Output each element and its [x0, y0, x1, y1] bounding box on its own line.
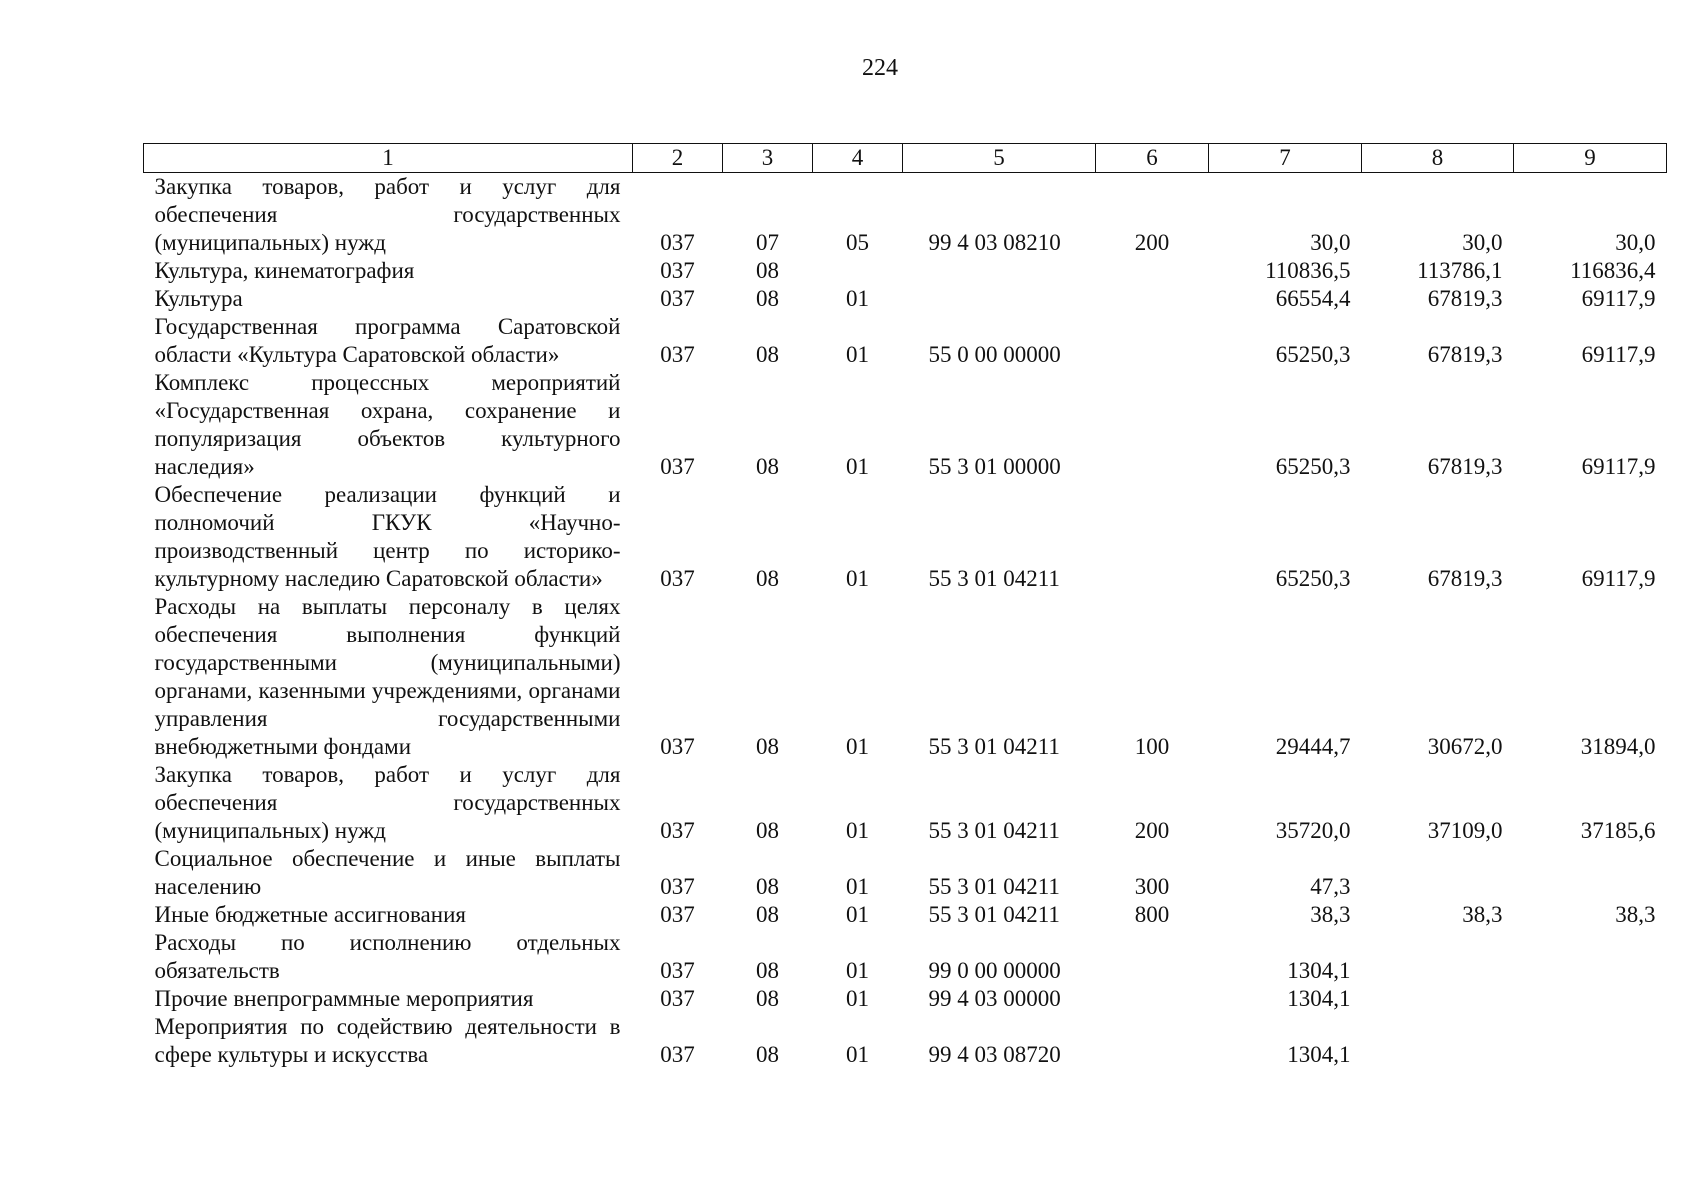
page-number: 224: [862, 55, 898, 81]
section-code: 08: [756, 902, 779, 927]
target-item-code: 55 3 01 04211: [928, 566, 1060, 591]
grbs-code: 037: [660, 230, 695, 255]
row-name: Прочие внепрограммные мероприятия: [154, 986, 534, 1011]
row-name: Мероприятия по содействию деятельности в сфере культуры и искусства: [154, 1014, 621, 1067]
section-code: 08: [756, 286, 779, 311]
amount-year-1: 65250,3: [1275, 454, 1351, 479]
subsection-code: 01: [846, 734, 869, 759]
target-item-code: 55 3 01 04211: [928, 874, 1060, 899]
row-name: Закупка товаров, работ и услуг для обеспечения государственных (муниципальных) нужд: [154, 174, 621, 255]
section-code: 08: [756, 258, 779, 283]
grbs-code: 037: [660, 734, 695, 759]
expense-type-code: [1096, 285, 1209, 313]
amount-year-3: 37185,6: [1580, 818, 1656, 843]
amount-year-3: [1514, 845, 1667, 901]
table-row: [144, 481, 1667, 593]
amount-year-2: 30672,0: [1427, 734, 1503, 759]
amount-year-1: 66554,4: [1275, 286, 1351, 311]
expense-type-code: [1096, 313, 1209, 369]
expense-type-code: [1096, 929, 1209, 985]
target-item-code: [903, 257, 1096, 285]
subsection-code: 01: [846, 454, 869, 479]
expense-type-code: 800: [1134, 902, 1170, 927]
amount-year-3: [1514, 1013, 1667, 1069]
amount-year-3: [1514, 985, 1667, 1013]
row-name: Социальное обеспечение и иные выплаты населению: [154, 846, 621, 899]
amount-year-2: [1362, 1013, 1514, 1069]
amount-year-2: [1362, 845, 1514, 901]
amount-year-1: 110836,5: [1265, 258, 1351, 283]
grbs-code: 037: [660, 874, 695, 899]
column-header: 1: [144, 144, 633, 173]
amount-year-2: 30,0: [1462, 230, 1503, 255]
target-item-code: 55 0 00 00000: [928, 342, 1061, 367]
section-code: 08: [756, 1042, 779, 1067]
section-code: 08: [756, 734, 779, 759]
amount-year-1: 29444,7: [1275, 734, 1351, 759]
grbs-code: 037: [660, 986, 695, 1011]
target-item-code: [903, 285, 1096, 313]
target-item-code: 55 3 01 04211: [928, 818, 1060, 843]
amount-year-2: 67819,3: [1427, 286, 1503, 311]
amount-year-3: 69117,9: [1581, 286, 1656, 311]
column-header: 2: [633, 144, 723, 173]
amount-year-3: 116836,4: [1570, 258, 1656, 283]
budget-table: [143, 143, 1667, 1069]
row-name: Расходы на выплаты персоналу в целях обеспечения выполнения функций государственными (муниципальными) органами, казенными учреждениями, органами управления государственными внебюджетными фондами: [154, 594, 621, 759]
table-row: [144, 901, 1667, 929]
column-header: 7: [1209, 144, 1362, 173]
row-name: Расходы по исполнению отдельных обязательств: [154, 930, 621, 983]
table-row: [144, 285, 1667, 313]
grbs-code: 037: [660, 958, 695, 983]
grbs-code: 037: [660, 454, 695, 479]
table-row: [144, 929, 1667, 985]
row-name: Закупка товаров, работ и услуг для обеспечения государственных (муниципальных) нужд: [154, 762, 621, 843]
subsection-code: 01: [846, 286, 869, 311]
amount-year-1: 1304,1: [1287, 1042, 1351, 1067]
section-code: 08: [756, 566, 779, 591]
amount-year-1: 35720,0: [1275, 818, 1351, 843]
row-name: Культура: [154, 286, 243, 311]
header-row: [144, 144, 1667, 173]
section-code: 08: [756, 958, 779, 983]
expense-type-code: 100: [1134, 734, 1170, 759]
table-row: [144, 845, 1667, 901]
amount-year-2: [1362, 929, 1514, 985]
amount-year-2: 67819,3: [1427, 566, 1503, 591]
table-row: [144, 593, 1667, 761]
amount-year-1: 1304,1: [1287, 958, 1351, 983]
table-row: [144, 257, 1667, 285]
subsection-code: 01: [846, 874, 869, 899]
subsection-code: 01: [846, 566, 869, 591]
amount-year-1: 38,3: [1310, 902, 1351, 927]
target-item-code: 99 4 03 08210: [928, 230, 1061, 255]
expense-type-code: 200: [1134, 818, 1170, 843]
amount-year-2: 67819,3: [1427, 342, 1503, 367]
expense-type-code: [1096, 985, 1209, 1013]
table-row: [144, 173, 1667, 258]
target-item-code: 55 3 01 04211: [928, 734, 1060, 759]
table-row: [144, 313, 1667, 369]
section-code: 08: [756, 818, 779, 843]
expense-type-code: 300: [1134, 874, 1170, 899]
column-header: 4: [813, 144, 903, 173]
amount-year-1: 47,3: [1310, 874, 1351, 899]
table-row: [144, 761, 1667, 845]
subsection-code: 01: [846, 902, 869, 927]
target-item-code: 55 3 01 00000: [928, 454, 1061, 479]
column-header: 9: [1514, 144, 1667, 173]
amount-year-3: [1514, 929, 1667, 985]
subsection-code: 01: [846, 958, 869, 983]
row-name: Иные бюджетные ассигнования: [154, 902, 466, 927]
amount-year-2: 113786,1: [1417, 258, 1503, 283]
amount-year-2: [1362, 985, 1514, 1013]
amount-year-2: 37109,0: [1427, 818, 1503, 843]
section-code: 08: [756, 986, 779, 1011]
grbs-code: 037: [660, 566, 695, 591]
column-header: 6: [1096, 144, 1209, 173]
amount-year-3: 30,0: [1615, 230, 1656, 255]
column-header: 3: [723, 144, 813, 173]
amount-year-3: 69117,9: [1581, 566, 1656, 591]
table-row: [144, 369, 1667, 481]
subsection-code: 01: [846, 1042, 869, 1067]
amount-year-3: 38,3: [1615, 902, 1656, 927]
grbs-code: 037: [660, 286, 695, 311]
column-header: 5: [903, 144, 1096, 173]
table-row: [144, 1013, 1667, 1069]
grbs-code: 037: [660, 902, 695, 927]
amount-year-3: 69117,9: [1581, 454, 1656, 479]
section-code: 08: [756, 454, 779, 479]
target-item-code: 99 4 03 08720: [928, 1042, 1061, 1067]
amount-year-1: 65250,3: [1275, 342, 1351, 367]
subsection-code: 01: [846, 986, 869, 1011]
row-name: Культура, кинематография: [154, 258, 415, 283]
row-name: Государственная программа Саратовской области «Культура Саратовской области»: [154, 314, 621, 367]
expense-type-code: [1096, 369, 1209, 481]
target-item-code: 99 4 03 00000: [928, 986, 1061, 1011]
subsection-code: [813, 257, 903, 285]
amount-year-2: 67819,3: [1427, 454, 1503, 479]
amount-year-3: 69117,9: [1581, 342, 1656, 367]
amount-year-1: 1304,1: [1287, 986, 1351, 1011]
section-code: 07: [756, 230, 779, 255]
grbs-code: 037: [660, 342, 695, 367]
amount-year-1: 30,0: [1310, 230, 1351, 255]
amount-year-3: 31894,0: [1580, 734, 1656, 759]
grbs-code: 037: [660, 818, 695, 843]
table-header: [144, 144, 1667, 173]
expense-type-code: [1096, 257, 1209, 285]
target-item-code: 99 0 00 00000: [928, 958, 1061, 983]
expense-type-code: 200: [1134, 230, 1170, 255]
subsection-code: 05: [846, 230, 869, 255]
row-name: Обеспечение реализации функций и полномочий ГКУК «Научно-производственный центр по историко-культурному наследию Саратовской области»: [154, 482, 621, 591]
amount-year-1: 65250,3: [1275, 566, 1351, 591]
column-header: 8: [1362, 144, 1514, 173]
grbs-code: 037: [660, 1042, 695, 1067]
target-item-code: 55 3 01 04211: [928, 902, 1060, 927]
section-code: 08: [756, 342, 779, 367]
expense-type-code: [1096, 481, 1209, 593]
table-body: [144, 173, 1667, 1070]
table-row: [144, 985, 1667, 1013]
section-code: 08: [756, 874, 779, 899]
expense-type-code: [1096, 1013, 1209, 1069]
grbs-code: 037: [660, 258, 695, 283]
subsection-code: 01: [846, 342, 869, 367]
row-name: Комплекс процессных мероприятий «Государственная охрана, сохранение и популяризация объектов культурного наследия»: [154, 370, 621, 479]
amount-year-2: 38,3: [1462, 902, 1503, 927]
subsection-code: 01: [846, 818, 869, 843]
